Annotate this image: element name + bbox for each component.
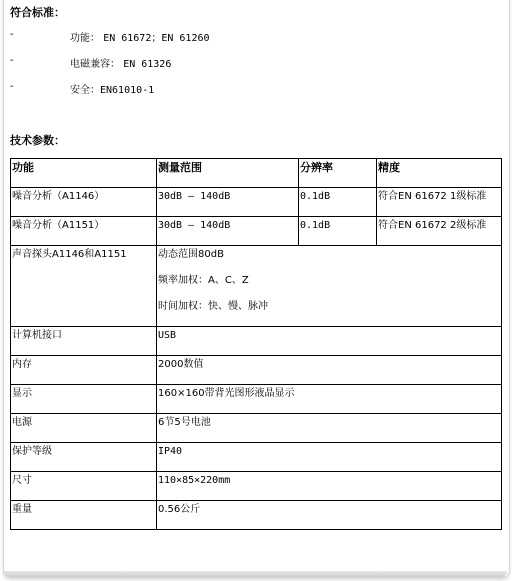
standard-value: EN 61672；EN 61260: [103, 33, 210, 44]
table-header-row: [11, 159, 502, 188]
table-row: [11, 385, 502, 414]
table-row: [11, 217, 502, 246]
table-cell: 噪音分析（A1146）: [11, 188, 157, 217]
table-cell: 30dB — 140dB: [157, 217, 299, 246]
table-row: [11, 472, 502, 501]
table-cell: 显示: [11, 385, 157, 414]
table-cell: 110×85×220mm: [157, 472, 502, 501]
table-cell: 声音探头A1146和A1151: [11, 246, 157, 327]
table-row: [11, 443, 502, 472]
column-header-resolution: 分辨率: [299, 159, 377, 188]
probe-detail-line: 动态范围80dB: [158, 249, 224, 260]
standard-label: 安全：: [70, 85, 100, 96]
table-cell: 0.56公斤: [157, 501, 502, 530]
probe-detail-line: 频率加权：A、C、Z: [158, 275, 249, 286]
bullet-dash: -: [10, 81, 14, 92]
table-cell: 符合EN 61672 2级标准: [377, 217, 502, 246]
table-cell: IP40: [157, 443, 502, 472]
table-cell: 2000数值: [157, 356, 502, 385]
table-cell: 6节5号电池: [157, 414, 502, 443]
probe-detail-line: 时间加权：快、慢、脉冲: [158, 301, 268, 312]
standard-label: 功能：: [70, 33, 100, 44]
table-cell: 保护等级: [11, 443, 157, 472]
bullet-dash: -: [10, 29, 14, 40]
table-cell-probe-details: [157, 246, 502, 327]
column-header-function: 功能: [11, 159, 157, 188]
table-cell: 30dB — 140dB: [157, 188, 299, 217]
table-row: [11, 327, 502, 356]
table-cell: 0.1dB: [299, 188, 377, 217]
column-header-range: 测量范围: [157, 159, 299, 188]
spec-table: [10, 158, 502, 530]
table-row: [11, 501, 502, 530]
table-cell: 计算机接口: [11, 327, 157, 356]
standard-label: 电磁兼容：: [70, 59, 120, 70]
table-cell: 符合EN 61672 1级标准: [377, 188, 502, 217]
standard-value: EN61010-1: [100, 85, 155, 96]
table-cell: 160×160带背光图形液晶显示: [157, 385, 502, 414]
standard-value: EN 61326: [123, 59, 172, 70]
standards-heading: 符合标准：: [10, 6, 65, 19]
table-row: [11, 246, 502, 327]
table-cell: 电源: [11, 414, 157, 443]
table-cell: 0.1dB: [299, 217, 377, 246]
table-row: [11, 356, 502, 385]
panel-bottom-edge: [4, 571, 507, 577]
table-cell: 噪音分析（A1151）: [11, 217, 157, 246]
table-cell: 尺寸: [11, 472, 157, 501]
column-header-accuracy: 精度: [377, 159, 502, 188]
table-cell: USB: [157, 327, 502, 356]
table-cell: 内存: [11, 356, 157, 385]
table-cell: 重量: [11, 501, 157, 530]
bullet-dash: -: [10, 55, 14, 66]
table-row: [11, 188, 502, 217]
specs-heading: 技术参数：: [10, 134, 65, 147]
table-row: [11, 414, 502, 443]
